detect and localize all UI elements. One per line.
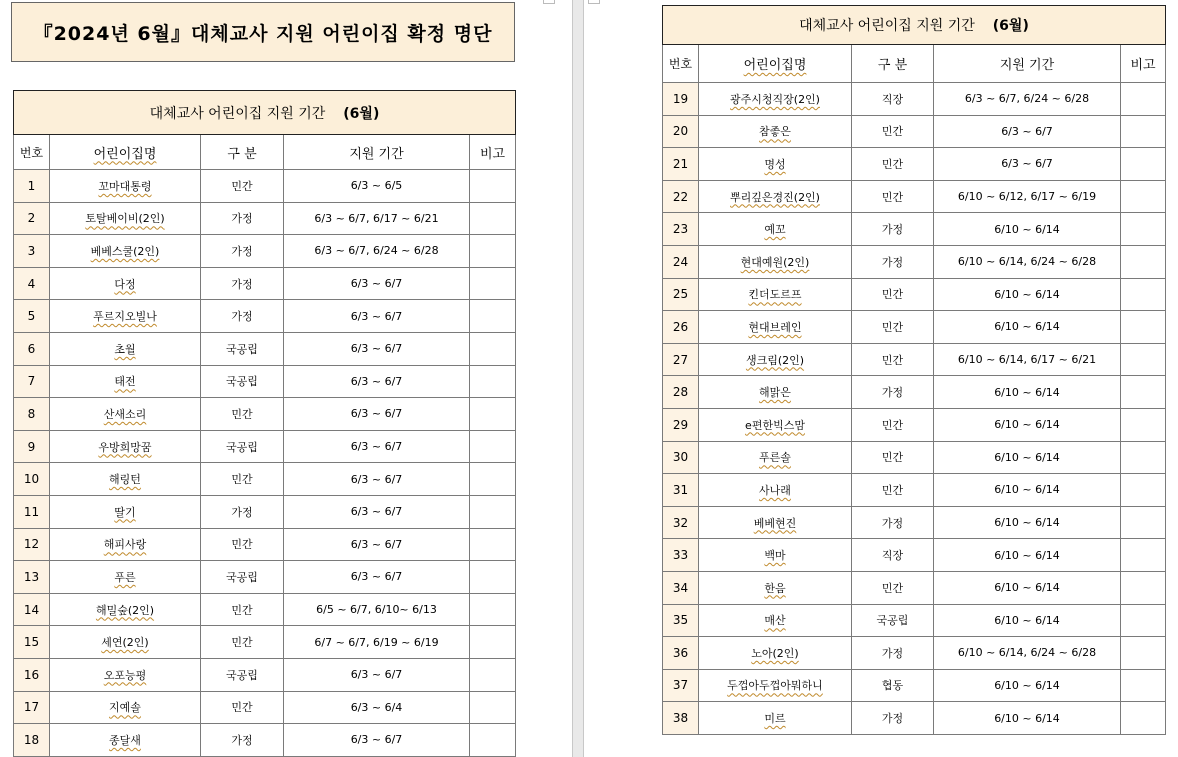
table-row [663, 604, 1166, 637]
row-number: 24 [663, 245, 699, 278]
table-row [14, 202, 516, 235]
row-number: 38 [663, 702, 699, 735]
row-number: 15 [14, 626, 50, 659]
daycare-type: 가정 [201, 235, 284, 268]
daycare-name: e편한빅스맘 [699, 408, 852, 441]
daycare-type: 민간 [852, 278, 934, 311]
row-number: 36 [663, 637, 699, 670]
daycare-name: 노아(2인) [699, 637, 852, 670]
daycare-name: 생크림(2인) [699, 343, 852, 376]
daycare-name: 한음 [699, 571, 852, 604]
row-note [1121, 115, 1166, 148]
row-number: 6 [14, 332, 50, 365]
row-note [1121, 571, 1166, 604]
support-period: 6/10 ~ 6/14 [934, 506, 1121, 539]
row-note [470, 170, 516, 203]
daycare-name: 참좋은 [699, 115, 852, 148]
header-note: 비고 [470, 135, 516, 170]
daycare-type: 가정 [201, 267, 284, 300]
table-row [14, 528, 516, 561]
daycare-type: 가정 [852, 213, 934, 246]
daycare-type: 가정 [201, 300, 284, 333]
daycare-name: 킨더도르프 [699, 278, 852, 311]
support-period: 6/10 ~ 6/14 [934, 408, 1121, 441]
daycare-name: 토탈베이비(2인) [50, 202, 201, 235]
table-row [14, 235, 516, 268]
table-row [663, 115, 1166, 148]
row-note [470, 300, 516, 333]
daycare-type: 국공립 [201, 332, 284, 365]
row-note [470, 430, 516, 463]
daycare-type: 가정 [852, 376, 934, 409]
support-period: 6/10 ~ 6/14 [934, 571, 1121, 604]
support-period: 6/10 ~ 6/14 [934, 213, 1121, 246]
row-number: 13 [14, 561, 50, 594]
daycare-type: 민간 [201, 463, 284, 496]
table-row [663, 343, 1166, 376]
row-note [1121, 278, 1166, 311]
table-row [663, 702, 1166, 735]
daycare-type: 가정 [852, 506, 934, 539]
table-row [14, 332, 516, 365]
daycare-type: 민간 [852, 180, 934, 213]
table-row [663, 278, 1166, 311]
table-row [14, 593, 516, 626]
support-period: 6/3 ~ 6/7 [284, 528, 470, 561]
daycare-type: 민간 [201, 691, 284, 724]
daycare-name: 해맑은 [699, 376, 852, 409]
daycare-type: 민간 [852, 441, 934, 474]
support-period: 6/10 ~ 6/14 [934, 539, 1121, 572]
daycare-type: 민간 [201, 593, 284, 626]
table-row [14, 724, 516, 757]
support-period: 6/10 ~ 6/14, 6/24 ~ 6/28 [934, 637, 1121, 670]
table-row [663, 213, 1166, 246]
daycare-type: 가정 [201, 202, 284, 235]
table-row [14, 561, 516, 594]
header-number: 번호 [14, 135, 50, 170]
row-number: 22 [663, 180, 699, 213]
table-row [14, 300, 516, 333]
row-number: 33 [663, 539, 699, 572]
caption-month: (6월) [992, 18, 1029, 34]
daycare-type: 민간 [852, 408, 934, 441]
row-note [1121, 343, 1166, 376]
daycare-name: 지예솔 [50, 691, 201, 724]
row-note [1121, 213, 1166, 246]
daycare-type: 민간 [852, 148, 934, 181]
support-period: 6/10 ~ 6/14 [934, 278, 1121, 311]
support-period: 6/10 ~ 6/14 [934, 604, 1121, 637]
row-number: 37 [663, 669, 699, 702]
support-period: 6/3 ~ 6/7 [284, 300, 470, 333]
daycare-name: 산새소리 [50, 398, 201, 431]
table-row [14, 658, 516, 691]
daycare-name: 푸르지오빌나 [50, 300, 201, 333]
daycare-type: 직장 [852, 83, 934, 116]
daycare-type: 가정 [852, 637, 934, 670]
row-note [470, 398, 516, 431]
support-period: 6/3 ~ 6/5 [284, 170, 470, 203]
table-row [663, 571, 1166, 604]
support-period: 6/3 ~ 6/7 [284, 561, 470, 594]
support-period: 6/3 ~ 6/7 [284, 365, 470, 398]
support-period: 6/5 ~ 6/7, 6/10~ 6/13 [284, 593, 470, 626]
support-period: 6/3 ~ 6/7 [934, 115, 1121, 148]
header-type: 구 분 [201, 135, 284, 170]
header-name: 어린이집명 [699, 45, 852, 83]
row-note [470, 691, 516, 724]
daycare-name: 해밀숲(2인) [50, 593, 201, 626]
daycare-type: 민간 [201, 626, 284, 659]
support-period: 6/10 ~ 6/14, 6/17 ~ 6/21 [934, 343, 1121, 376]
daycare-name: 푸른 [50, 561, 201, 594]
row-number: 26 [663, 311, 699, 344]
header-name: 어린이집명 [50, 135, 201, 170]
row-number: 1 [14, 170, 50, 203]
row-number: 16 [14, 658, 50, 691]
daycare-type: 가정 [852, 702, 934, 735]
row-number: 10 [14, 463, 50, 496]
header-note: 비고 [1121, 45, 1166, 83]
row-note [1121, 702, 1166, 735]
row-number: 20 [663, 115, 699, 148]
caption-month: (6월) [343, 105, 380, 122]
daycare-type: 가정 [852, 245, 934, 278]
support-period: 6/3 ~ 6/7, 6/17 ~ 6/21 [284, 202, 470, 235]
table-row [663, 441, 1166, 474]
header-period: 지원 기간 [284, 135, 470, 170]
daycare-type: 협동 [852, 669, 934, 702]
support-period: 6/3 ~ 6/7 [284, 463, 470, 496]
row-number: 9 [14, 430, 50, 463]
row-number: 19 [663, 83, 699, 116]
row-note [470, 202, 516, 235]
table-row [14, 267, 516, 300]
daycare-type: 민간 [852, 571, 934, 604]
daycare-name: 베베스쿨(2인) [50, 235, 201, 268]
daycare-type: 가정 [201, 495, 284, 528]
page-gutter [572, 0, 584, 757]
daycare-name: 해피사랑 [50, 528, 201, 561]
table-row [663, 408, 1166, 441]
table-row [663, 506, 1166, 539]
row-note [1121, 311, 1166, 344]
table-row [663, 539, 1166, 572]
support-period: 6/3 ~ 6/7 [284, 495, 470, 528]
page-corner-mark [588, 0, 600, 4]
daycare-name: 딸기 [50, 495, 201, 528]
table-caption [663, 6, 1166, 45]
row-number: 35 [663, 604, 699, 637]
row-note [1121, 506, 1166, 539]
daycare-type: 직장 [852, 539, 934, 572]
row-number: 28 [663, 376, 699, 409]
support-period: 6/3 ~ 6/7 [284, 658, 470, 691]
daycare-name: 세연(2인) [50, 626, 201, 659]
support-period: 6/3 ~ 6/7 [284, 332, 470, 365]
row-number: 31 [663, 474, 699, 507]
header-type: 구 분 [852, 45, 934, 83]
row-note [1121, 83, 1166, 116]
row-number: 2 [14, 202, 50, 235]
table-row [14, 365, 516, 398]
row-note [470, 267, 516, 300]
row-number: 14 [14, 593, 50, 626]
header-period: 지원 기간 [934, 45, 1121, 83]
daycare-type: 국공립 [852, 604, 934, 637]
daycare-type: 국공립 [201, 561, 284, 594]
row-note [1121, 669, 1166, 702]
daycare-name: 베베현진 [699, 506, 852, 539]
table-row [14, 170, 516, 203]
support-period: 6/10 ~ 6/14 [934, 474, 1121, 507]
row-number: 21 [663, 148, 699, 181]
daycare-name: 두껍아두껍아뭐하니 [699, 669, 852, 702]
row-note [470, 495, 516, 528]
daycare-name: 꼬마대통령 [50, 170, 201, 203]
daycare-name: 매산 [699, 604, 852, 637]
row-number: 23 [663, 213, 699, 246]
daycare-type: 민간 [201, 398, 284, 431]
daycare-name: 초월 [50, 332, 201, 365]
table-caption-row [663, 6, 1166, 45]
table-row [663, 376, 1166, 409]
row-note [1121, 408, 1166, 441]
table-row [663, 474, 1166, 507]
row-note [470, 235, 516, 268]
support-period: 6/10 ~ 6/14 [934, 311, 1121, 344]
row-note [470, 365, 516, 398]
support-period: 6/3 ~ 6/7, 6/24 ~ 6/28 [284, 235, 470, 268]
table-row [14, 463, 516, 496]
table-row [663, 245, 1166, 278]
row-note [470, 658, 516, 691]
daycare-type: 민간 [852, 115, 934, 148]
daycare-name: 다정 [50, 267, 201, 300]
daycare-name: 명성 [699, 148, 852, 181]
support-table-right [662, 5, 1166, 735]
daycare-type: 국공립 [201, 430, 284, 463]
daycare-name: 현대예원(2인) [699, 245, 852, 278]
daycare-name: 뿌리깊은경진(2인) [699, 180, 852, 213]
table-caption-row [14, 91, 516, 135]
row-number: 17 [14, 691, 50, 724]
row-note [470, 561, 516, 594]
table-row [14, 398, 516, 431]
table-caption [14, 91, 516, 135]
table-header-row [14, 135, 516, 170]
page-corner-mark [543, 0, 555, 4]
table-header-row [663, 45, 1166, 83]
row-note [1121, 148, 1166, 181]
row-note [1121, 180, 1166, 213]
row-note [470, 724, 516, 757]
table-row [14, 430, 516, 463]
row-note [1121, 604, 1166, 637]
support-period: 6/3 ~ 6/7 [284, 430, 470, 463]
document-title [11, 2, 515, 62]
table-row [663, 180, 1166, 213]
support-period: 6/3 ~ 6/7, 6/24 ~ 6/28 [934, 83, 1121, 116]
row-number: 34 [663, 571, 699, 604]
row-number: 8 [14, 398, 50, 431]
caption-main: 대체교사 어린이집 지원 기간 [799, 18, 975, 34]
support-period: 6/3 ~ 6/7 [934, 148, 1121, 181]
row-note [470, 332, 516, 365]
support-period: 6/10 ~ 6/14, 6/24 ~ 6/28 [934, 245, 1121, 278]
support-period: 6/10 ~ 6/14 [934, 702, 1121, 735]
row-note [1121, 474, 1166, 507]
row-note [1121, 376, 1166, 409]
support-period: 6/3 ~ 6/7 [284, 267, 470, 300]
daycare-name: 오포능평 [50, 658, 201, 691]
row-note [470, 463, 516, 496]
support-table-left [13, 90, 516, 757]
daycare-name: 백마 [699, 539, 852, 572]
row-number: 7 [14, 365, 50, 398]
daycare-name: 종달새 [50, 724, 201, 757]
row-number: 30 [663, 441, 699, 474]
row-number: 18 [14, 724, 50, 757]
daycare-type: 국공립 [201, 365, 284, 398]
daycare-name: 푸른솔 [699, 441, 852, 474]
support-period: 6/3 ~ 6/7 [284, 724, 470, 757]
table-row [663, 83, 1166, 116]
table-row [663, 311, 1166, 344]
row-note [470, 626, 516, 659]
table-row [663, 669, 1166, 702]
row-number: 12 [14, 528, 50, 561]
daycare-type: 민간 [852, 311, 934, 344]
daycare-name: 미르 [699, 702, 852, 735]
daycare-type: 가정 [201, 724, 284, 757]
row-note [470, 593, 516, 626]
header-number: 번호 [663, 45, 699, 83]
row-number: 5 [14, 300, 50, 333]
support-period: 6/10 ~ 6/14 [934, 669, 1121, 702]
daycare-name: 예꼬 [699, 213, 852, 246]
support-period: 6/3 ~ 6/4 [284, 691, 470, 724]
row-note [1121, 245, 1166, 278]
daycare-name: 우방희망꿈 [50, 430, 201, 463]
row-note [1121, 539, 1166, 572]
row-number: 27 [663, 343, 699, 376]
row-number: 4 [14, 267, 50, 300]
row-note [1121, 637, 1166, 670]
daycare-name: 현대브레인 [699, 311, 852, 344]
daycare-name: 태전 [50, 365, 201, 398]
daycare-name: 해링턴 [50, 463, 201, 496]
support-period: 6/7 ~ 6/7, 6/19 ~ 6/19 [284, 626, 470, 659]
row-number: 11 [14, 495, 50, 528]
daycare-type: 민간 [201, 528, 284, 561]
row-number: 32 [663, 506, 699, 539]
daycare-type: 민간 [852, 474, 934, 507]
document-title-text: 『2024년 6월』대체교사 지원 어린이집 확정 명단 [33, 22, 493, 45]
row-number: 3 [14, 235, 50, 268]
support-period: 6/10 ~ 6/12, 6/17 ~ 6/19 [934, 180, 1121, 213]
support-period: 6/10 ~ 6/14 [934, 441, 1121, 474]
daycare-name: 광주시청직장(2인) [699, 83, 852, 116]
table-row [14, 691, 516, 724]
row-note [470, 528, 516, 561]
daycare-name: 사나래 [699, 474, 852, 507]
daycare-type: 민간 [852, 343, 934, 376]
row-note [1121, 441, 1166, 474]
support-period: 6/3 ~ 6/7 [284, 398, 470, 431]
table-row [14, 626, 516, 659]
caption-main: 대체교사 어린이집 지원 기간 [149, 105, 326, 122]
row-number: 29 [663, 408, 699, 441]
row-number: 25 [663, 278, 699, 311]
support-period: 6/10 ~ 6/14 [934, 376, 1121, 409]
daycare-type: 국공립 [201, 658, 284, 691]
table-row [663, 148, 1166, 181]
table-row [14, 495, 516, 528]
daycare-type: 민간 [201, 170, 284, 203]
table-row [663, 637, 1166, 670]
